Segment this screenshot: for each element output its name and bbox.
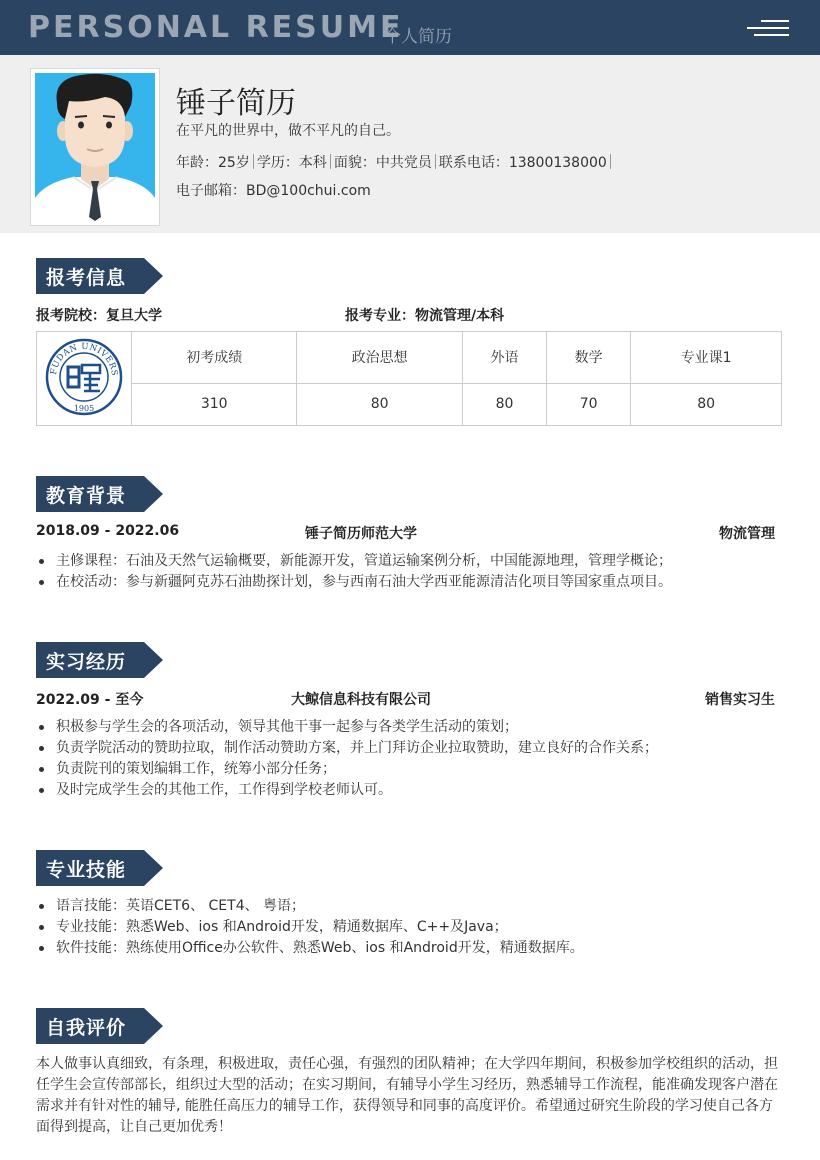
education-period: 2018.09 - 2022.06 (36, 523, 180, 539)
skills-list (36, 896, 584, 959)
list-item: 专业技能：熟悉Web、ios 和Android开发，精通数据库、C++及Java； (36, 917, 584, 938)
table-value-cell: 310 (132, 383, 297, 425)
avatar (30, 68, 160, 226)
education-list (36, 551, 672, 593)
list-item: 积极参与学生会的各项活动，领导其他干事一起参与各类学生活动的策划； (36, 717, 658, 738)
internship-role: 销售实习生 (705, 692, 775, 708)
candidate-motto: 在平凡的世界中，做不平凡的自己。 (176, 123, 400, 139)
table-header-cell: 数学 (547, 332, 631, 384)
internship-list (36, 717, 658, 801)
table-header-cell: 外语 (462, 332, 546, 384)
profile-section (0, 55, 820, 233)
list-item: 软件技能：熟练使用Office办公软件、熟悉Web、ios 和Android开发，精通数据库。 (36, 938, 584, 959)
university-logo-cell (37, 332, 132, 426)
divider (435, 154, 436, 169)
score-table (36, 331, 782, 426)
logo-year: 1905 (73, 403, 95, 413)
target-school: 报考院校：复旦大学 (36, 308, 162, 324)
section-title-skills (36, 850, 163, 886)
section-title-text: 实习经历 (46, 651, 127, 673)
political-status-info: 面貌：中共党员 (333, 155, 432, 171)
list-item: 及时完成学生会的其他工作，工作得到学校老师认可。 (36, 780, 658, 801)
header-title-cn: 个人简历 (384, 27, 452, 47)
section-title-education (36, 476, 163, 512)
table-value-cell: 80 (297, 383, 462, 425)
logo-text: FUDAN UNIVERS (49, 341, 120, 377)
education-major: 物流管理 (719, 526, 775, 542)
table-header-cell: 政治思想 (297, 332, 462, 384)
divider (610, 154, 611, 169)
section-title-self-eval (36, 1008, 163, 1044)
list-item: 语言技能：英语CET6、 CET4、 粤语； (36, 896, 584, 917)
section-title-text: 专业技能 (46, 859, 127, 881)
age-info: 年龄：25岁 (176, 155, 250, 171)
list-item: 在校活动：参与新疆阿克苏石油勘探计划，参与西南石油大学西亚能源清洁化项目等国家重点项目。 (36, 572, 672, 593)
table-row (37, 383, 782, 425)
section-title-text: 报考信息 (46, 267, 127, 289)
table-value-cell: 70 (547, 383, 631, 425)
target-major: 报考专业：物流管理/本科 (345, 308, 505, 324)
section-title-application (36, 258, 163, 294)
hamburger-menu-icon[interactable] (747, 19, 789, 39)
candidate-name: 锤子简历 (176, 86, 296, 121)
table-row (37, 332, 782, 384)
table-header-cell: 初考成绩 (132, 332, 297, 384)
fudan-university-logo-icon (44, 337, 124, 417)
header-title-en: PERSONAL RESUME (28, 10, 404, 45)
section-title-text: 教育背景 (46, 485, 127, 507)
table-value-cell: 80 (631, 383, 782, 425)
phone-info: 联系电话：13800138000 (438, 155, 607, 171)
list-item: 负责学院活动的赞助拉取，制作活动赞助方案，并上门拜访企业拉取赞助，建立良好的合作关系； (36, 738, 658, 759)
self-evaluation-text: 本人做事认真细致，有条理，积极进取，责任心强，有强烈的团队精神；在大学四年期间，积极参加学校组织的活动，担任学生会宣传部部长，组织过大型的活动；在实习期间，有辅导小学生习经历，熟悉辅导工作流程，能准确发现客户潜在需求并有针对性的辅导, 能胜任高压力的辅导工作，获得领导和同事的高度评价。希望通过研究生阶段的学习使自己各方面得到提高，让自己更加优秀！ (36, 1056, 778, 1135)
education-info: 学历：本科 (256, 155, 327, 171)
education-school: 锤子简历师范大学 (305, 526, 417, 542)
list-item: 负责院刊的策划编辑工作，统筹小部分任务； (36, 759, 658, 780)
candidate-details (176, 152, 614, 172)
divider (330, 154, 331, 169)
section-title-internship (36, 642, 163, 678)
table-value-cell: 80 (462, 383, 546, 425)
top-header-bar (0, 0, 820, 55)
internship-period: 2022.09 - 至今 (36, 692, 144, 708)
internship-company: 大鲸信息科技有限公司 (291, 692, 431, 708)
section-title-text: 自我评价 (46, 1017, 127, 1039)
table-header-cell: 专业课1 (631, 332, 782, 384)
divider (253, 154, 254, 169)
email-info: 电子邮箱：BD@100chui.com (176, 183, 371, 199)
list-item: 主修课程：石油及天然气运输概要，新能源开发，管道运输案例分析，中国能源地理，管理学概论； (36, 551, 672, 572)
avatar-illustration-icon (35, 73, 155, 221)
